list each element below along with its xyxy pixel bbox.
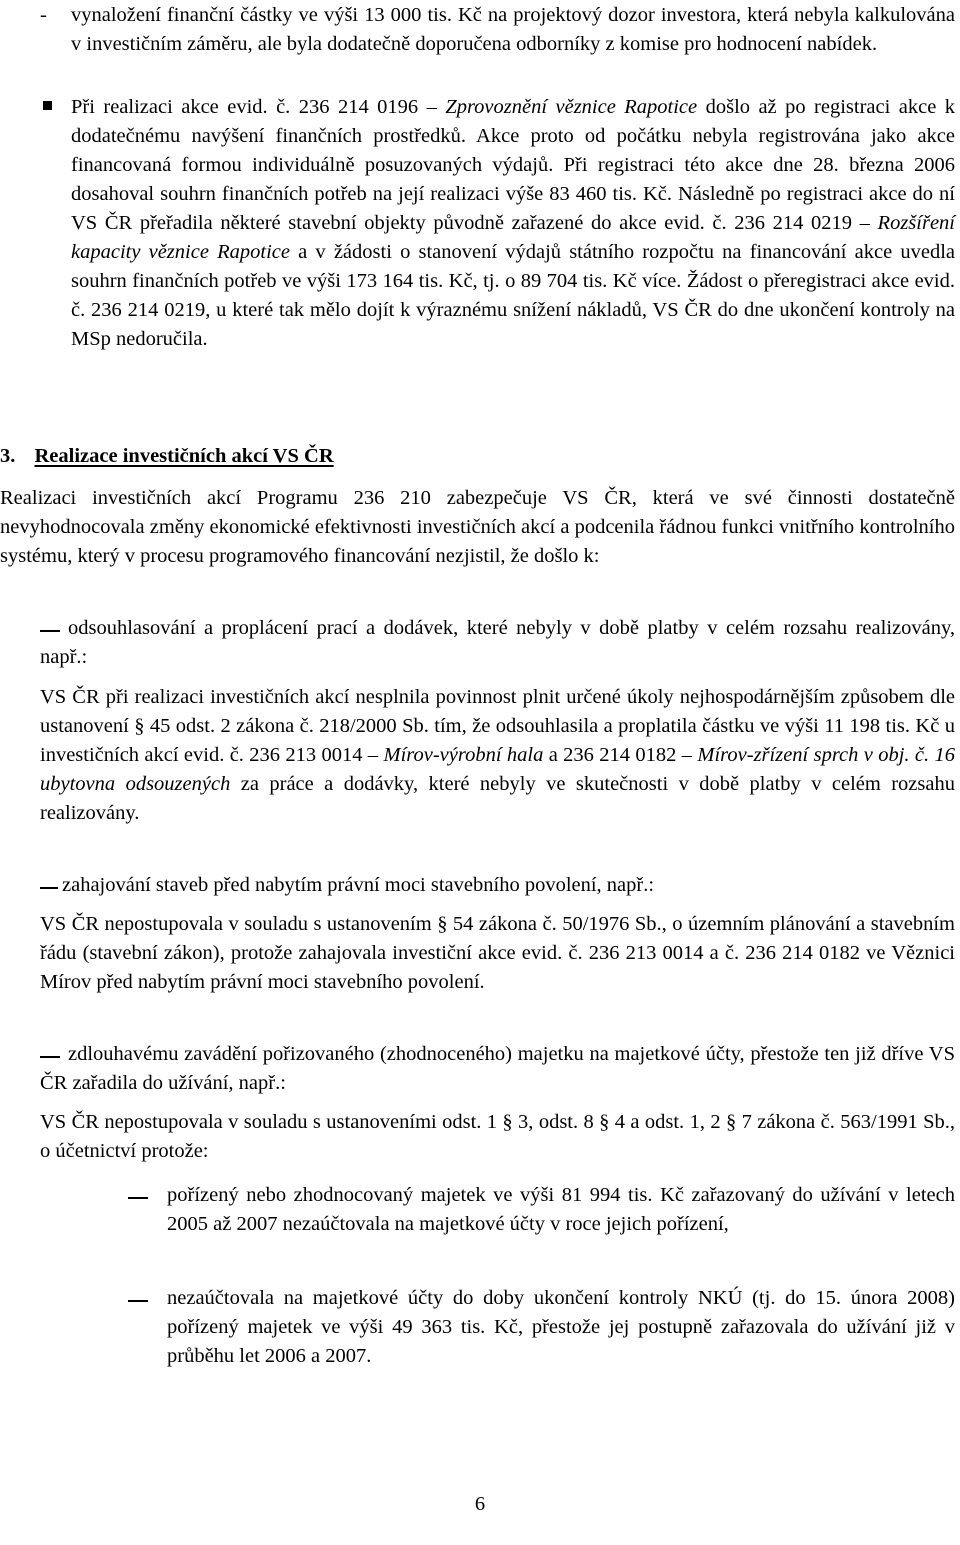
text-segment: a 236 214 0182 –: [543, 744, 698, 766]
section-intro: Realizaci investičních akcí Programu 236 210 zabezpečuje VS ČR, která ve své činnosti dostatečně nevyhodnocovala změny ekonomické efektivnosti investičních akcí a podcenila řádnou funkci vnitřního kontrolního systému, který v procesu programového financování nezjistil, že došlo k:: [0, 487, 955, 567]
finding-text: zahajování staveb před nabytím právní moci stavebního povolení, např.:: [62, 874, 655, 896]
text-segment: došlo až po registraci akce k dodatečnému navýšení finančních prostředků. Akce proto od počátku nebyla registrována jako akce financovaná formou individuálně posuzovaných výdajů. Při registraci této akce dne 28. března 2006 dosahoval souhrn finančních potřeb na její realizaci výše 83 460 tis. Kč. Následně po registraci akce do ní VS ČR přeřadila některé stavební objekty původně zařazené do akce evid. č. 236 214 0219 –: [71, 96, 956, 234]
italic-project-name: Mírov-výrobní hala: [383, 744, 544, 766]
dash-marker: [128, 1197, 148, 1199]
text-segment: a v žádosti o stanovení výdajů státního rozpočtu na financování akce uvedla souhrn finančních potřeb ve výši 173 164 tis. Kč, tj. o 89 704 tis. Kč více. Žádost o přeregistraci akce evid. č. 236 214 0219, u které tak mělo dojít k výraznému snížení nákladů, VS ČR do dne ukončení kontroly na MSp nedoručila.: [71, 241, 955, 350]
text-segment: Při realizaci akce evid. č. 236 214 0196 –: [71, 96, 446, 118]
dash-marker: [128, 1300, 148, 1302]
section-heading: [0, 442, 334, 471]
text-segment: za práce a dodávky, které nebyly ve skutečnosti v době platby v celém rozsahu realizovány.: [40, 773, 955, 824]
square-bullet-icon: [43, 101, 52, 110]
list-marker: -: [40, 4, 47, 26]
section-number: 3.: [0, 445, 16, 467]
finding-detail: VS ČR nepostupovala v souladu s ustanoveními odst. 1 § 3, odst. 8 § 4 a odst. 1, 2 § 7 zákona č. 563/1991 Sb., o účetnictví protože:: [40, 1111, 955, 1162]
italic-project-name: Mírov-zřízení sprch v obj. č. 16 ubytovna odsouzených: [40, 744, 956, 795]
finding-text: odsouhlasování a proplácení prací a dodávek, které nebyly v době platby v celém rozsahu realizovány, např.:: [40, 617, 955, 668]
italic-project-name: Rozšíření kapacity věznice Rapotice: [71, 212, 955, 263]
finding-text: zdlouhavému zavádění pořizovaného (zhodnoceného) majetku na majetkové účty, přestože ten již dříve VS ČR zařadila do užívání, např.:: [40, 1043, 955, 1094]
section-title: Realizace investičních akcí VS ČR: [34, 445, 334, 467]
paragraph-rapotice: [71, 93, 955, 354]
finding-detail: [40, 683, 955, 828]
italic-project-name: Zprovoznění věznice Rapotice: [445, 96, 698, 118]
sub-list-item: pořízený nebo zhodnocovaný majetek ve výši 81 994 tis. Kč zařazovaný do užívání v letech 2005 až 2007 nezaúčtovala na majetkové účty v roce jejich pořízení,: [167, 1184, 955, 1235]
page-number: 6: [474, 1493, 486, 1515]
text-segment: VS ČR při realizaci investičních akcí nesplnila povinnost plnit určené úkoly nejhospodárnějším způsobem dle ustanovení § 45 odst. 2 zákona č. 218/2000 Sb. tím, že odsouhlasila a proplatila částku ve výši 11 198 tis. Kč u investičních akcí evid. č. 236 213 0014 –: [40, 686, 955, 766]
list-item-text: vynaložení finanční částky ve výši 13 000 tis. Kč na projektový dozor investora, která nebyla kalkulována v investičním záměru, ale byla dodatečně doporučena odborníky z komise pro hodnocení nabídek.: [71, 4, 955, 55]
finding-detail: VS ČR nepostupovala v souladu s ustanovením § 54 zákona č. 50/1976 Sb., o územním plánování a stavebním řádu (stavební zákon), protože zahajovala investiční akce evid. č. 236 213 0014 a č. 236 214 0182 ve Věznici Mírov před nabytím právní moci stavebního povolení.: [40, 913, 955, 993]
sub-list-item: nezaúčtovala na majetkové účty do doby ukončení kontroly NKÚ (tj. do 15. února 2008) pořízený majetek ve výši 49 363 tis. Kč, přestože jej postupně zařazovala do užívání již v průběhu let 2006 a 2007.: [167, 1287, 955, 1367]
